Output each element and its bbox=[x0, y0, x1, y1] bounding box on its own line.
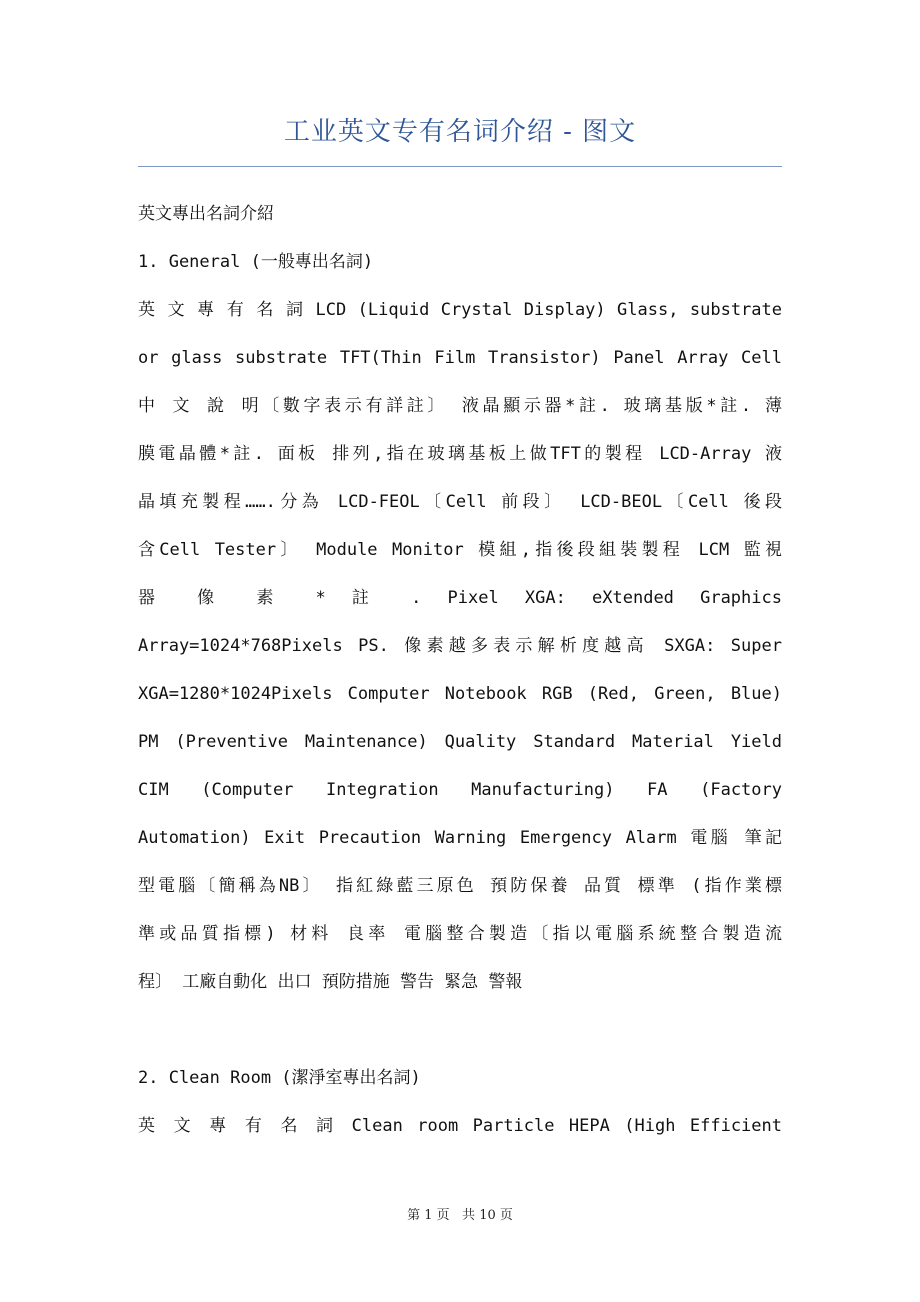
paragraph-line: 中 文 說 明〔數字表示有詳註〕 液晶顯示器*註. 玻璃基版*註. 薄 bbox=[138, 396, 782, 416]
section-heading-clean-room: 2. Clean Room (潔淨室專出名詞) bbox=[138, 1068, 421, 1088]
paragraph-line: XGA=1280*1024Pixels Computer Notebook RGB (Red, Green, Blue) bbox=[138, 684, 782, 704]
paragraph-line: 器 像 素 * 註 . Pixel XGA: eXtended Graphics bbox=[138, 588, 782, 608]
paragraph-line: 晶填充製程…….分為 LCD-FEOL〔Cell 前段〕 LCD-BEOL〔Cell 後段 bbox=[138, 492, 782, 512]
paragraph-line: 含Cell Tester〕 Module Monitor 模組,指後段組裝製程 LCM 監視 bbox=[138, 540, 782, 560]
paragraph-line: 準或品質指標) 材料 良率 電腦整合製造〔指以電腦系統整合製造流 bbox=[138, 924, 782, 944]
paragraph-line: 英 文 專 有 名 詞 LCD (Liquid Crystal Display) Glass, substrate bbox=[138, 300, 782, 320]
paragraph-line: 程〕 工廠自動化 出口 預防措施 警告 緊急 警報 bbox=[138, 972, 523, 992]
paragraph-line: CIM (Computer Integration Manufacturing) FA (Factory bbox=[138, 780, 782, 800]
document-body bbox=[138, 190, 782, 1150]
section-heading-general: 1. General (一般專出名詞) bbox=[138, 252, 374, 272]
paragraph-line: 型電腦〔簡稱為NB〕 指紅綠藍三原色 預防保養 品質 標準 (指作業標 bbox=[138, 876, 782, 896]
paragraph-line: 膜電晶體*註. 面板 排列,指在玻璃基板上做TFT的製程 LCD-Array 液 bbox=[138, 444, 782, 464]
paragraph-line: or glass substrate TFT(Thin Film Transistor) Panel Array Cell bbox=[138, 348, 782, 368]
paragraph-line: Array=1024*768Pixels PS. 像素越多表示解析度越高 SXGA: Super bbox=[138, 636, 782, 656]
paragraph-spacer bbox=[138, 1006, 782, 1054]
page-title: 工业英文专有名词介绍 - 图文 bbox=[283, 117, 637, 147]
paragraph-line: PM (Preventive Maintenance) Quality Standard Material Yield bbox=[138, 732, 782, 752]
title-divider bbox=[138, 166, 782, 167]
paragraph-line: Automation) Exit Precaution Warning Emergency Alarm 電腦 筆記 bbox=[138, 828, 782, 848]
section-heading: 英文專出名詞介紹 bbox=[138, 204, 274, 224]
page-footer: 第 1 页 共 10 页 bbox=[407, 1208, 513, 1223]
paragraph-line: 英 文 專 有 名 詞 Clean room Particle HEPA (High Efficient bbox=[138, 1116, 782, 1136]
